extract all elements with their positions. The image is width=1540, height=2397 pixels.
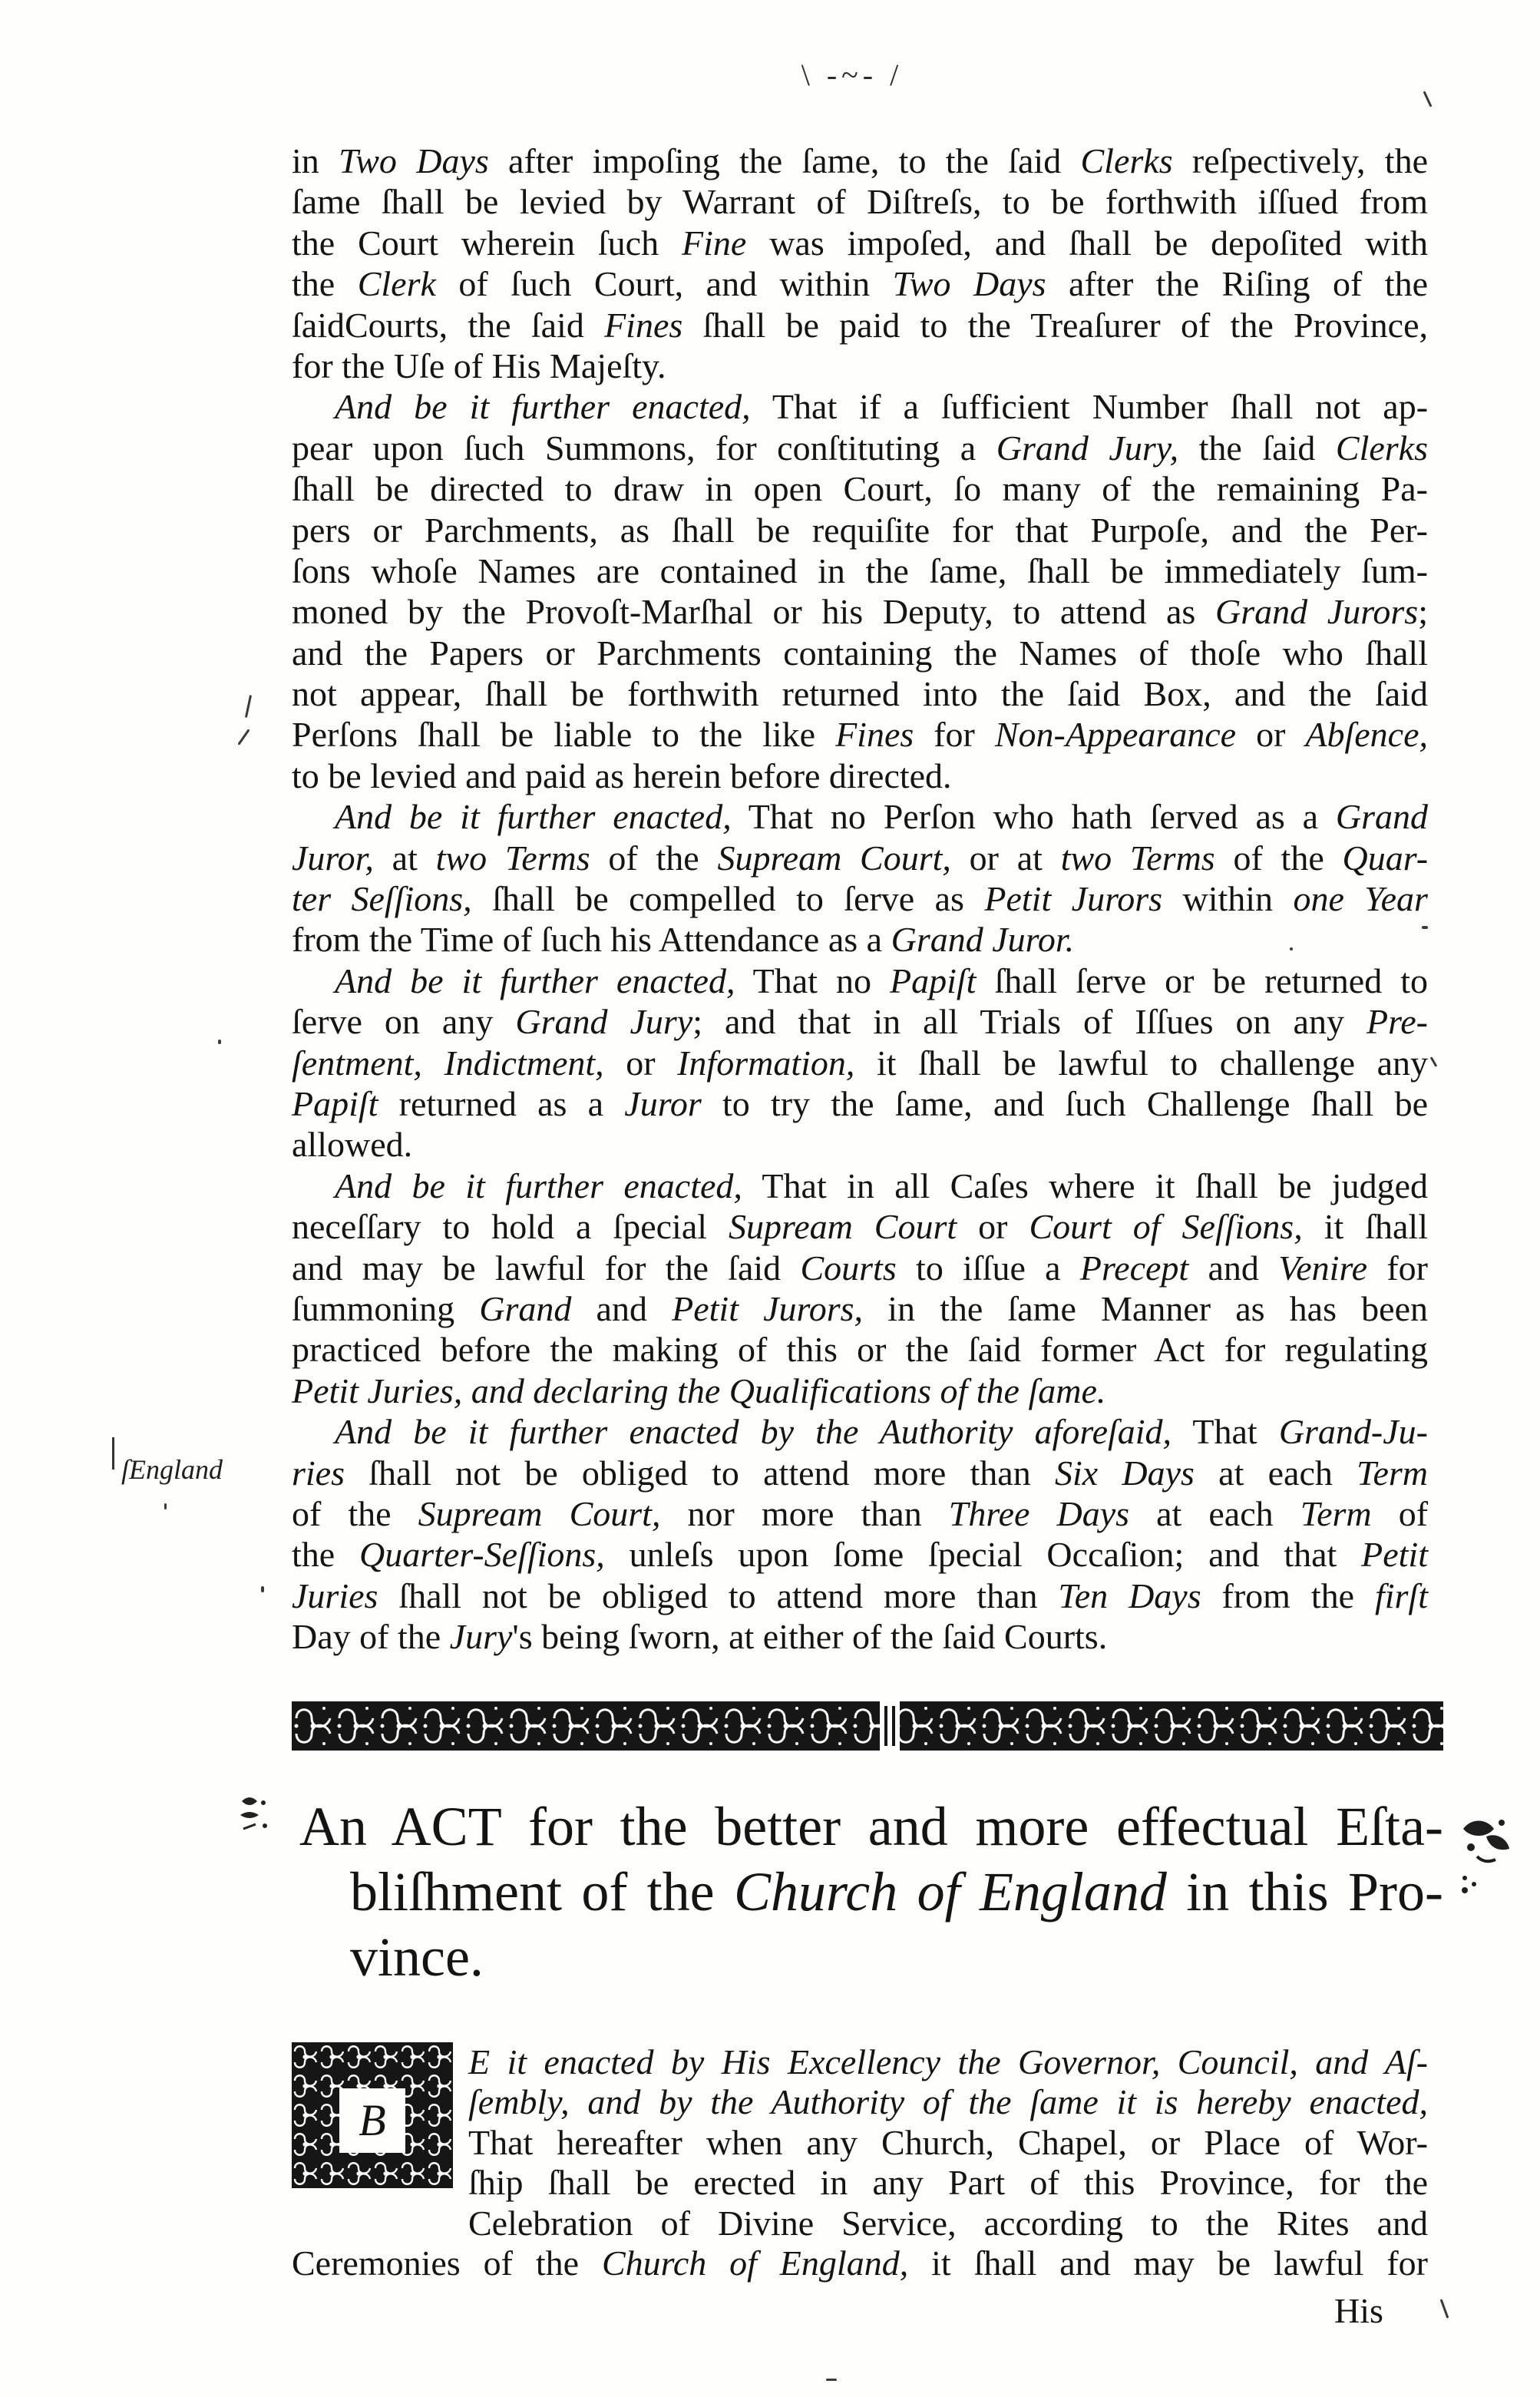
- italic-text-run: Information,: [677, 1043, 855, 1083]
- italic-text-run: ter Seſſions,: [292, 879, 472, 919]
- text-run: and: [571, 1288, 673, 1328]
- catchword: His: [1334, 2291, 1383, 2330]
- text-line: [292, 141, 1428, 181]
- text-line: [292, 796, 1428, 837]
- italic-text-run: Petit: [1361, 1535, 1428, 1575]
- text-line: [292, 223, 1428, 263]
- italic-text-run: Precept: [1079, 1248, 1189, 1288]
- text-run: it ſhall be lawful to challenge any: [854, 1043, 1428, 1083]
- italic-text-run: Fine: [681, 223, 747, 263]
- text-run: That if a ſufficient Number ſhall not ap-: [750, 387, 1429, 427]
- text-line: [292, 386, 1428, 427]
- text-run: That no Perſon who hath ſerved as a: [731, 797, 1336, 837]
- italic-text-run: Abſence,: [1305, 715, 1428, 755]
- ink-speck: [245, 695, 252, 718]
- italic-text-run: one Year: [1293, 879, 1428, 919]
- text-run: of the: [1214, 838, 1343, 878]
- text-line: [292, 263, 1428, 304]
- drop-cap-letter: B: [359, 2095, 386, 2145]
- page-number: \ -~- /: [801, 58, 904, 92]
- text-run: Perſons ſhall be liable to the like: [292, 715, 836, 755]
- text-run: at each: [1129, 1493, 1300, 1533]
- text-run: to try the ſame, and ſuch Challenge ſhall be: [701, 1083, 1428, 1123]
- enacting-paragraph: [292, 2042, 1428, 2283]
- text-run: ſons whoſe Names are contained in the ſame, ſhall be immediately ſum-: [292, 550, 1428, 590]
- text-run: for the Uſe of His Majeſty.: [292, 345, 666, 385]
- text-run: from the Time of ſuch his Attendance as a: [292, 920, 891, 960]
- italic-text-run: ries: [292, 1453, 345, 1493]
- italic-text-run: two Terms: [1060, 838, 1215, 878]
- text-line: [292, 1329, 1428, 1370]
- text-run: the ſaid: [1178, 428, 1336, 468]
- italic-text-run: Petit Jurors,: [672, 1288, 864, 1328]
- text-line: [292, 1575, 1428, 1616]
- italic-text-run: Courts: [800, 1248, 897, 1288]
- text-run: ſhall be directed to draw in open Court, ſo many of the remaining Pa-: [292, 469, 1428, 509]
- ornament-mark: [1448, 1813, 1525, 1906]
- text-run: for: [1367, 1248, 1428, 1288]
- paragraph: [292, 1411, 1428, 1657]
- italic-text-run: Grand Jurors: [1215, 592, 1419, 632]
- title-line: [299, 1925, 1443, 1990]
- italic-text-run: And be it further enacted,: [335, 797, 732, 837]
- ink-speck: [261, 1586, 264, 1592]
- italic-text-run: Term: [1357, 1453, 1428, 1493]
- ink-speck: [1440, 2299, 1449, 2318]
- text-run: That: [1172, 1412, 1279, 1452]
- text-line: [292, 2082, 1428, 2122]
- text-run: and: [1188, 1248, 1279, 1288]
- text-run: or: [957, 1207, 1029, 1247]
- text-run: within: [1162, 879, 1294, 919]
- text-run: to iſſue a: [896, 1248, 1080, 1288]
- italic-text-run: Quarter-Seſſions,: [359, 1535, 605, 1575]
- italic-text-run: Ten Days: [1058, 1575, 1201, 1615]
- text-line: [292, 1248, 1428, 1288]
- italic-text-run: And be it further enacted by the Authority aforeſaid,: [335, 1412, 1172, 1452]
- italic-text-run: Quar-: [1342, 838, 1429, 878]
- text-run: pers or Parchments, as ſhall be requiſite for that Purpoſe, and the Per-: [292, 510, 1428, 550]
- text-run: nor more than: [660, 1493, 949, 1533]
- body-text: [292, 141, 1428, 1657]
- italic-text-run: Supream Court: [729, 1207, 957, 1247]
- italic-text-run: Grand Jury,: [996, 428, 1179, 468]
- text-run: the: [292, 264, 358, 304]
- italic-text-run: Jury: [449, 1617, 513, 1657]
- ink-speck: [826, 2379, 837, 2381]
- text-run: for: [914, 715, 995, 755]
- text-run: ſhall be compelled to ſerve as: [471, 879, 985, 919]
- text-run: ſhall not be obliged to attend more than: [378, 1575, 1059, 1615]
- italic-text-run: Juror,: [292, 838, 374, 878]
- italic-text-run: Grand: [479, 1288, 572, 1328]
- text-run: ; and that in all Trials of Iſſues on any: [692, 1002, 1367, 1042]
- italic-text-run: Grand-Ju-: [1278, 1412, 1428, 1452]
- italic-text-run: Juries: [292, 1575, 378, 1615]
- italic-text-run: Grand: [1335, 797, 1429, 837]
- text-line: [292, 919, 1428, 960]
- text-run: returned as a: [378, 1083, 625, 1123]
- text-line: [292, 2243, 1428, 2283]
- text-line: [292, 428, 1428, 468]
- ink-speck: [1290, 947, 1293, 951]
- text-run: and the Papers or Parchments containing the Names of thoſe who ſhall: [292, 633, 1428, 673]
- text-run: allowed.: [292, 1125, 413, 1165]
- italic-text-run: ſembly, and by the Authority of the ſame it is hereby enacted,: [468, 2082, 1428, 2122]
- text-line: [292, 960, 1428, 1001]
- italic-text-run: Juror: [624, 1083, 702, 1123]
- text-run: in: [292, 141, 339, 180]
- ornamental-border: [292, 1701, 1443, 1751]
- paragraph: [292, 960, 1428, 1165]
- text-run: bliſhment of the: [350, 1861, 734, 1923]
- text-run: after the Riſing of the: [1046, 264, 1429, 304]
- text-run: ſhip ſhall be erected in any Part of this Province, for the: [468, 2163, 1428, 2203]
- italic-text-run: Grand Jury: [515, 1002, 693, 1042]
- text-run: That hereafter when any Church, Chapel, or Place of Wor-: [468, 2122, 1428, 2162]
- text-run: of: [1371, 1493, 1429, 1533]
- paragraph: [292, 141, 1428, 386]
- text-run: it ſhall: [1302, 1207, 1428, 1247]
- italic-text-run: Court of Seſſions,: [1029, 1207, 1303, 1247]
- text-run: Day of the: [292, 1617, 450, 1657]
- text-run: neceſſary to hold a ſpecial: [292, 1207, 729, 1247]
- text-run: at each: [1194, 1453, 1357, 1493]
- text-line: [292, 1083, 1428, 1124]
- text-line: [292, 510, 1428, 550]
- text-run: in the ſame Manner as has been: [863, 1288, 1428, 1328]
- italic-text-run: Grand Juror.: [891, 920, 1075, 960]
- italic-text-run: two Terms: [435, 838, 590, 878]
- text-line: [292, 2123, 1428, 2163]
- text-line: [292, 714, 1428, 755]
- text-line: [292, 1124, 1428, 1165]
- text-run: to be levied and paid as herein before directed.: [292, 755, 952, 795]
- text-run: ſhall be paid to the Treaſurer of the Province,: [682, 305, 1428, 345]
- text-run: reſpectively, the: [1172, 141, 1429, 180]
- text-line: [292, 1043, 1428, 1083]
- text-run: An ACT for the better and more effectual Eſta-: [299, 1796, 1443, 1857]
- text-run: pear upon ſuch Summons, for conſtituting a: [292, 428, 996, 468]
- text-line: [292, 1453, 1428, 1493]
- ink-speck: [237, 729, 250, 745]
- title-line: [299, 1794, 1443, 1860]
- paragraph: [292, 1165, 1428, 1411]
- text-line: [292, 1411, 1428, 1452]
- paragraph: [292, 796, 1428, 960]
- italic-text-run: Papiſt: [292, 1083, 378, 1123]
- text-run: from the: [1201, 1575, 1375, 1615]
- text-run: it ſhall and may be lawful for: [908, 2243, 1429, 2283]
- italic-text-run: Clerk: [357, 264, 436, 304]
- title-line: [299, 1860, 1443, 1925]
- text-run: ſame ſhall be levied by Warrant of Diſtreſs, to be forthwith iſſued from: [292, 182, 1428, 222]
- text-line: [292, 1001, 1428, 1042]
- text-run: and may be lawful for the ſaid: [292, 1248, 801, 1288]
- text-run: in this Pro-: [1166, 1861, 1443, 1923]
- italic-text-run: ſentment, Indictment,: [292, 1043, 604, 1083]
- text-line: [292, 345, 1428, 386]
- text-line: [292, 633, 1428, 673]
- italic-text-run: Petit Juries, and declaring the Qualifications of the ſame.: [292, 1370, 1106, 1410]
- text-run: was impoſed, and ſhall be depoſited with: [746, 223, 1429, 263]
- italic-text-run: Clerks: [1335, 428, 1428, 468]
- ink-speck: [1423, 91, 1432, 107]
- text-run: Ceremonies of the: [292, 2243, 602, 2283]
- text-line: [292, 1493, 1428, 1534]
- paragraph: [292, 386, 1428, 796]
- italic-text-run: Clerks: [1080, 141, 1173, 180]
- text-run: practiced before the making of this or the ſaid former Act for regulating: [292, 1330, 1428, 1370]
- italic-text-run: Papiſt: [889, 960, 977, 1000]
- text-line: [292, 1370, 1428, 1411]
- ornament-mark: [234, 1792, 273, 1838]
- margin-rule: [112, 1437, 114, 1470]
- margin-note: ſEngland: [121, 1454, 223, 1485]
- act-title: [299, 1794, 1443, 1990]
- italic-text-run: E it enacted by His Excellency the Governor, Council, and Aſ-: [468, 2042, 1428, 2081]
- ink-speck: [1422, 926, 1428, 929]
- text-run: ſhall ſerve or be returned to: [976, 960, 1428, 1000]
- text-line: [292, 2204, 1428, 2243]
- text-line: [292, 591, 1428, 632]
- text-run: ſhall not be obliged to attend more than: [345, 1453, 1055, 1493]
- text-line: [292, 755, 1428, 796]
- italic-text-run: Supream Court,: [418, 1493, 661, 1533]
- text-run: not appear, ſhall be forthwith returned into the ſaid Box, and the ſaid: [292, 674, 1428, 714]
- text-run: or: [1236, 715, 1306, 755]
- italic-text-run: Two Days: [892, 264, 1046, 304]
- italic-text-run: Fines: [604, 305, 683, 345]
- text-run: of the: [292, 1493, 418, 1533]
- text-line: [292, 305, 1428, 345]
- italic-text-run: Venire: [1278, 1248, 1368, 1288]
- italic-text-run: Church of England: [733, 1861, 1167, 1923]
- italic-text-run: Church of England,: [601, 2243, 909, 2283]
- text-run: vince.: [350, 1926, 484, 1988]
- text-run: of the: [590, 838, 718, 878]
- text-line: [292, 181, 1428, 222]
- text-run: moned by the Provoſt-Marſhal or his Deputy, to attend as: [292, 592, 1215, 632]
- text-run: 's being ſworn, at either of the ſaid Courts.: [512, 1617, 1108, 1657]
- text-line: [292, 878, 1428, 919]
- text-run: ſerve on any: [292, 1002, 516, 1042]
- ink-speck: [164, 1503, 167, 1509]
- text-line: [292, 2163, 1428, 2203]
- text-line: [292, 1534, 1428, 1575]
- text-run: ;: [1418, 592, 1428, 632]
- text-line: [292, 1616, 1428, 1657]
- text-run: the: [292, 1535, 360, 1575]
- text-run: or: [603, 1043, 678, 1083]
- text-run: ſaidCourts, the ſaid: [292, 305, 605, 345]
- text-run: Celebration of Divine Service, according to the Rites and: [468, 2203, 1428, 2243]
- text-run: of ſuch Court, and within: [435, 264, 893, 304]
- italic-text-run: Supream Court,: [717, 838, 951, 878]
- italic-text-run: Fines: [835, 715, 914, 755]
- italic-text-run: Three Days: [948, 1493, 1130, 1533]
- text-run: after impoſing the ſame, to the ſaid: [488, 141, 1081, 180]
- italic-text-run: Non-Appearance: [994, 715, 1237, 755]
- text-line: [292, 673, 1428, 714]
- text-line: [292, 550, 1428, 591]
- ink-speck: [218, 1040, 221, 1044]
- text-run: That no: [735, 960, 890, 1000]
- italic-text-run: And be it further enacted,: [335, 960, 735, 1000]
- text-run: at: [373, 838, 436, 878]
- text-line: [292, 2042, 1428, 2082]
- text-line: [292, 1165, 1428, 1206]
- text-line: [292, 1288, 1428, 1329]
- text-run: the Court wherein ſuch: [292, 223, 682, 263]
- text-run: That in all Caſes where it ſhall be judged: [742, 1165, 1428, 1205]
- italic-text-run: Two Days: [339, 141, 489, 180]
- italic-text-run: Pre-: [1366, 1002, 1428, 1042]
- italic-text-run: And be it further enacted,: [335, 387, 751, 427]
- text-run: ſummoning: [292, 1288, 480, 1328]
- text-run: unleſs upon ſome ſpecial Occaſion; and that: [604, 1535, 1362, 1575]
- italic-text-run: And be it further enacted,: [335, 1165, 742, 1205]
- italic-text-run: firſt: [1374, 1575, 1428, 1615]
- italic-text-run: Term: [1300, 1493, 1372, 1533]
- text-line: [292, 838, 1428, 878]
- text-line: [292, 1206, 1428, 1247]
- text-line: [292, 468, 1428, 509]
- ink-speck: [1430, 1056, 1438, 1067]
- italic-text-run: Six Days: [1054, 1453, 1195, 1493]
- italic-text-run: Petit Jurors: [984, 879, 1163, 919]
- text-run: or at: [950, 838, 1061, 878]
